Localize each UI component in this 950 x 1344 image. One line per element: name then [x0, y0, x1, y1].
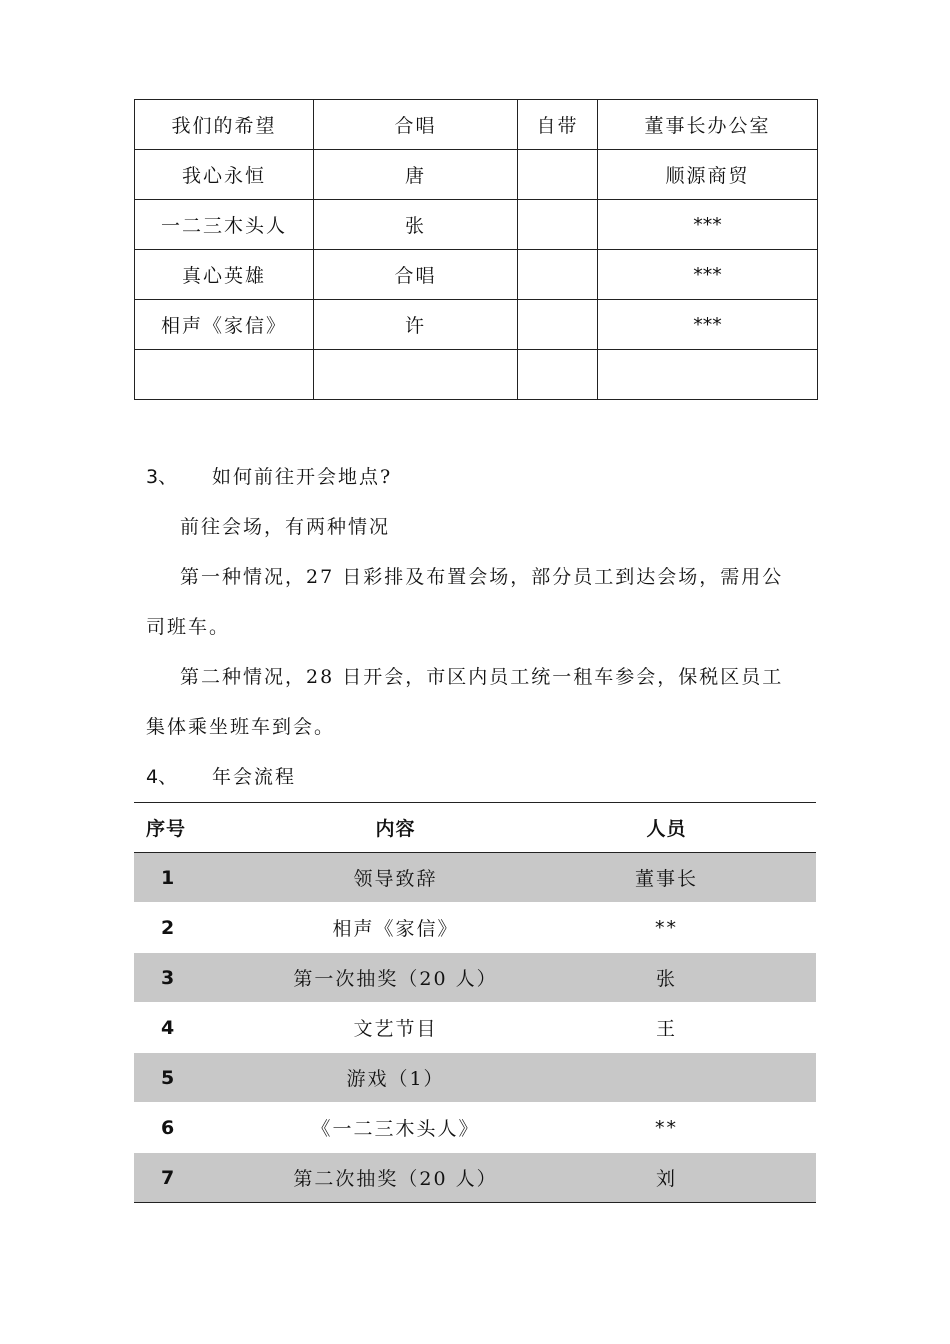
performer-cell [314, 350, 518, 400]
row-no: 1 [134, 853, 274, 903]
sponsor-cell [598, 350, 818, 400]
section-4-heading [146, 762, 296, 789]
row-content: 《一二三木头人》 [274, 1103, 517, 1153]
table-header-row [134, 803, 816, 853]
costume-cell [518, 350, 598, 400]
header-person: 人员 [517, 803, 816, 853]
table-row [135, 150, 818, 200]
program-name-cell: 相声《家信》 [135, 300, 314, 350]
row-content: 领导致辞 [274, 853, 517, 903]
agenda-table [134, 802, 816, 1203]
sponsor-cell: *** [598, 250, 818, 300]
sponsor-cell: *** [598, 200, 818, 250]
program-name-cell [135, 350, 314, 400]
program-name-cell: 我们的希望 [135, 100, 314, 150]
program-name-cell: 一二三木头人 [135, 200, 314, 250]
table-row [134, 953, 816, 1003]
paragraph-text: 第二种情况，28 日开会，市区内员工统一租车参会，保税区员工 [180, 666, 784, 688]
costume-cell [518, 150, 598, 200]
program-name-cell: 我心永恒 [135, 150, 314, 200]
row-no: 5 [134, 1053, 274, 1103]
header-no: 序号 [134, 803, 274, 853]
row-content: 相声《家信》 [274, 903, 517, 953]
table-row [134, 1103, 816, 1153]
performer-cell: 唐 [314, 150, 518, 200]
row-person: ** [517, 903, 816, 953]
row-person [517, 1053, 816, 1103]
row-content: 游戏（1） [274, 1053, 517, 1103]
row-person: 刘 [517, 1153, 816, 1203]
paragraph-text: 集体乘坐班车到会。 [146, 716, 336, 738]
section-3-title: 如何前往开会地点? [212, 466, 393, 488]
table-row [134, 1003, 816, 1053]
costume-cell [518, 200, 598, 250]
section-4-index: 4、 [146, 766, 178, 788]
performer-cell: 张 [314, 200, 518, 250]
row-person: 张 [517, 953, 816, 1003]
paragraph-text: 前往会场，有两种情况 [180, 516, 391, 538]
sponsor-cell: 董事长办公室 [598, 100, 818, 150]
table-row [135, 100, 818, 150]
performer-cell: 合唱 [314, 250, 518, 300]
header-content: 内容 [274, 803, 517, 853]
row-content: 第一次抽奖（20 人） [274, 953, 517, 1003]
row-no: 7 [134, 1153, 274, 1203]
row-person: 王 [517, 1003, 816, 1053]
table-row [135, 200, 818, 250]
row-person: ** [517, 1103, 816, 1153]
section-3-index: 3、 [146, 466, 178, 488]
performer-cell: 合唱 [314, 100, 518, 150]
table-row [135, 300, 818, 350]
row-person: 董事长 [517, 853, 816, 903]
row-content: 第二次抽奖（20 人） [274, 1153, 517, 1203]
table-row [134, 1053, 816, 1103]
paragraph-text: 司班车。 [146, 616, 231, 638]
row-no: 6 [134, 1103, 274, 1153]
sponsor-cell: *** [598, 300, 818, 350]
table-row [134, 903, 816, 953]
row-content: 文艺节目 [274, 1003, 517, 1053]
table-row [134, 853, 816, 903]
costume-cell: 自带 [518, 100, 598, 150]
row-no: 4 [134, 1003, 274, 1053]
program-name-cell: 真心英雄 [135, 250, 314, 300]
row-no: 2 [134, 903, 274, 953]
row-no: 3 [134, 953, 274, 1003]
section-3-heading [146, 462, 392, 489]
paragraph-text: 第一种情况，27 日彩排及布置会场，部分员工到达会场，需用公 [180, 566, 784, 588]
table-row [134, 1153, 816, 1203]
costume-cell [518, 250, 598, 300]
costume-cell [518, 300, 598, 350]
sponsor-cell: 顺源商贸 [598, 150, 818, 200]
performer-cell: 许 [314, 300, 518, 350]
table-row [135, 250, 818, 300]
section-4-title: 年会流程 [212, 766, 297, 788]
table-row [135, 350, 818, 400]
program-table [134, 99, 818, 400]
